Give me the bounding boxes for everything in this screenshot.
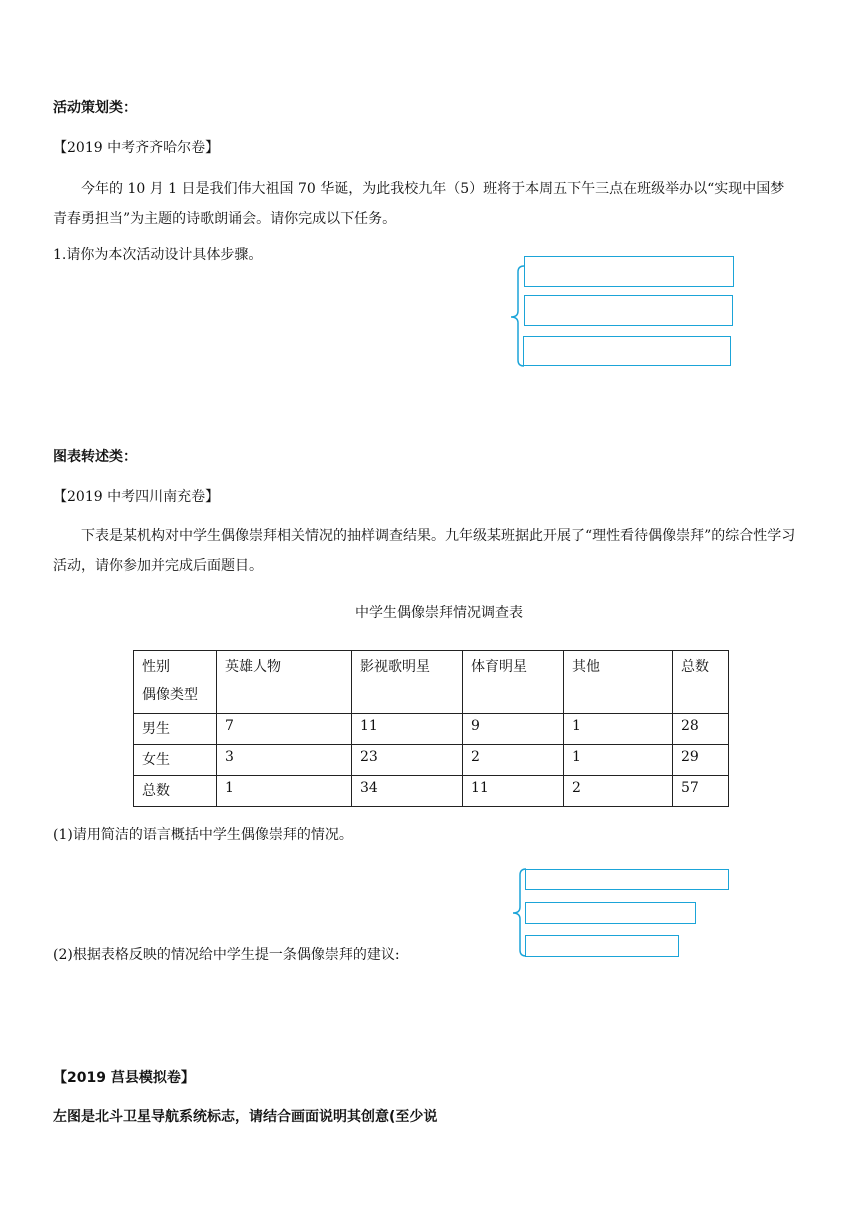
answer-box[interactable] <box>524 295 733 326</box>
row-label: 女生 <box>134 745 217 776</box>
section-heading-chart: 图表转述类： <box>53 449 137 465</box>
table-title: 中学生偶像崇拜情况调查表 <box>355 605 523 621</box>
table-corner-cell <box>134 651 217 714</box>
table-cell: 9 <box>463 714 564 745</box>
column-header: 总数 <box>673 651 729 714</box>
table-cell: 2 <box>463 745 564 776</box>
source-label: 【2019 中考齐齐哈尔卷】 <box>53 140 220 156</box>
intro-paragraph: 下表是某机构对中学生偶像崇拜相关情况的抽样调查结果。九年级某班据此开展了“理性看待偶像崇拜”的综合性学习活动，请你参加并完成后面题目。 <box>53 528 796 574</box>
table-cell: 23 <box>352 745 463 776</box>
table-cell: 28 <box>673 714 729 745</box>
answer-box[interactable] <box>525 869 729 890</box>
column-header: 影视歌明星 <box>352 651 463 714</box>
source-label: 【2019 莒县模拟卷】 <box>53 1070 195 1086</box>
table-header-row <box>134 651 729 714</box>
column-header: 英雄人物 <box>217 651 352 714</box>
row-label: 男生 <box>134 714 217 745</box>
table-cell: 3 <box>217 745 352 776</box>
question-text: (1)请用简洁的语言概括中学生偶像崇拜的情况。 <box>53 827 353 843</box>
table-cell: 29 <box>673 745 729 776</box>
intro-paragraph: 今年的 10 月 1 日是我们伟大祖国 70 华诞，为此我校九年（5）班将于本周五下午三点在班级举办以“实现中国梦 青春勇担当”为主题的诗歌朗诵会。请你完成以下任务。 <box>53 181 799 227</box>
corner-bottom-label: 偶像类型 <box>142 687 198 703</box>
table-row <box>134 714 729 745</box>
column-header: 其他 <box>564 651 673 714</box>
answer-box[interactable] <box>525 935 679 957</box>
table-cell: 2 <box>564 776 673 807</box>
source-label: 【2019 中考四川南充卷】 <box>53 489 220 505</box>
question-text: 1.请你为本次活动设计具体步骤。 <box>53 247 263 263</box>
table-cell: 34 <box>352 776 463 807</box>
row-label: 总数 <box>134 776 217 807</box>
answer-box[interactable] <box>525 902 696 924</box>
table-cell: 11 <box>463 776 564 807</box>
question-text: (2)根据表格反映的情况给中学生提一条偶像崇拜的建议: <box>53 947 400 963</box>
column-header: 体育明星 <box>463 651 564 714</box>
table-cell: 1 <box>564 714 673 745</box>
survey-table <box>133 650 729 807</box>
table-row <box>134 745 729 776</box>
question-text: 左图是北斗卫星导航系统标志，请结合画面说明其创意(至少说 <box>53 1109 438 1125</box>
table-cell: 1 <box>217 776 352 807</box>
table-cell: 7 <box>217 714 352 745</box>
section-heading-activity: 活动策划类： <box>53 100 137 116</box>
answer-box[interactable] <box>523 336 731 366</box>
table-cell: 57 <box>673 776 729 807</box>
table-cell: 11 <box>352 714 463 745</box>
table-cell: 1 <box>564 745 673 776</box>
corner-top-label: 性别 <box>142 659 170 675</box>
answer-box[interactable] <box>524 256 734 287</box>
table-row <box>134 776 729 807</box>
